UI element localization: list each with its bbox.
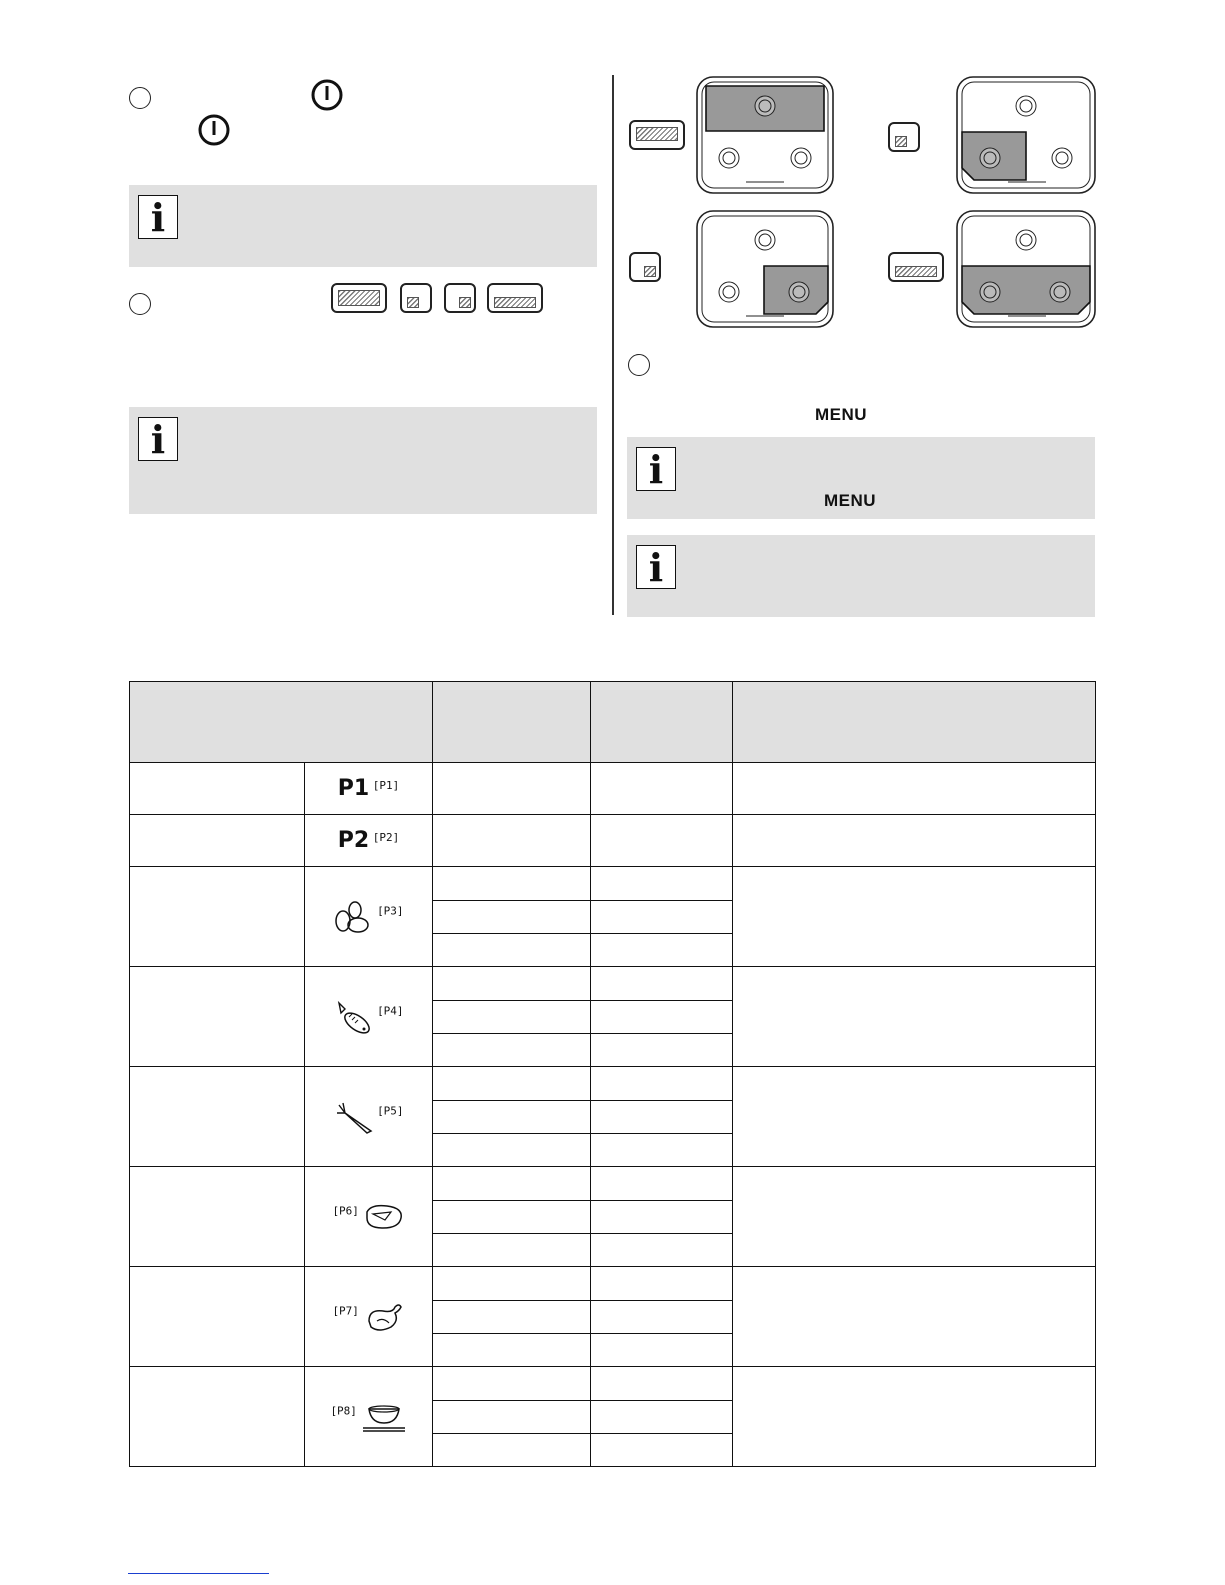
program-code-cell — [305, 967, 433, 1067]
table-cell — [433, 763, 591, 815]
table-cell — [433, 1267, 591, 1301]
table-cell — [433, 1067, 591, 1101]
table-cell — [591, 1134, 733, 1167]
table-cell — [433, 934, 591, 967]
table-cell — [130, 867, 305, 967]
program-label: [P2] — [372, 831, 400, 844]
zone-button-bottom — [888, 252, 944, 282]
program-label: [P8] — [330, 1403, 357, 1417]
table-header-row — [130, 682, 1096, 763]
program-label: [P1] — [372, 779, 400, 792]
program-code-cell — [305, 1167, 433, 1267]
zone-button-rear-small[interactable] — [400, 283, 432, 313]
table-cell — [733, 815, 1096, 867]
table-cell — [591, 1001, 733, 1034]
program-label: [P6] — [332, 1203, 359, 1217]
table-cell — [433, 1401, 591, 1434]
table-row — [130, 1367, 1096, 1401]
table-row — [130, 1267, 1096, 1301]
table-cell — [591, 967, 733, 1001]
table-cell — [591, 1201, 733, 1234]
table-cell — [130, 1067, 305, 1167]
table-cell — [433, 1434, 591, 1467]
zone-hatch — [895, 266, 937, 277]
power-icon — [310, 78, 344, 112]
info-note-2 — [129, 407, 597, 514]
table-cell — [733, 867, 1096, 967]
zone-hatch — [644, 266, 656, 277]
table-cell — [433, 1101, 591, 1134]
table-cell — [591, 1301, 733, 1334]
step-3-marker — [628, 354, 650, 376]
steak-icon — [363, 1202, 405, 1232]
table-row — [130, 815, 1096, 867]
program-code-cell — [305, 1267, 433, 1367]
table-cell — [433, 1334, 591, 1367]
table-cell — [130, 763, 305, 815]
table-row — [130, 1067, 1096, 1101]
eggs-icon — [333, 899, 373, 935]
bowl-icon — [361, 1399, 407, 1435]
power-icon — [197, 113, 231, 147]
table-cell — [591, 1401, 733, 1434]
table-cell — [591, 1434, 733, 1467]
zone-hatch — [407, 297, 419, 308]
table-cell — [591, 901, 733, 934]
program-label: [P4] — [377, 1003, 404, 1017]
program-label: [P7] — [332, 1303, 359, 1317]
table-row — [130, 967, 1096, 1001]
program-code-cell — [305, 763, 433, 815]
zone-button-front-small[interactable] — [444, 283, 476, 313]
info-icon: i — [636, 545, 676, 589]
program-label: [P5] — [377, 1103, 404, 1117]
table-header-cell — [733, 682, 1096, 763]
table-cell — [433, 867, 591, 901]
table-cell — [433, 1201, 591, 1234]
table-cell — [130, 967, 305, 1067]
table-header-cell — [433, 682, 591, 763]
zone-hatch — [895, 136, 907, 147]
step-2-marker — [129, 293, 151, 315]
table-cell — [130, 1167, 305, 1267]
table-row — [130, 763, 1096, 815]
zone-button-front-left-large[interactable] — [331, 283, 387, 313]
footer-link-underline[interactable] — [128, 1573, 269, 1574]
table-cell — [433, 1034, 591, 1067]
fish-icon — [333, 997, 373, 1037]
table-cell — [591, 934, 733, 967]
table-cell — [591, 1167, 733, 1201]
cavity-diagram-top-zone — [696, 76, 834, 194]
table-cell — [433, 967, 591, 1001]
table-cell — [433, 1134, 591, 1167]
table-cell — [591, 1234, 733, 1267]
zone-button-right-small — [629, 252, 661, 282]
info-note-3 — [627, 437, 1095, 519]
step-1-marker — [129, 87, 151, 109]
table-row — [130, 1167, 1096, 1201]
table-cell — [591, 1101, 733, 1134]
table-cell — [433, 1367, 591, 1401]
table-cell — [591, 763, 733, 815]
program-code-cell — [305, 1367, 433, 1467]
zone-hatch — [459, 297, 471, 308]
table-cell — [591, 815, 733, 867]
program-code-cell — [305, 815, 433, 867]
table-cell — [433, 901, 591, 934]
table-cell — [130, 1367, 305, 1467]
cavity-diagram-right-zone — [696, 210, 834, 328]
table-cell — [733, 763, 1096, 815]
menu-button-label: MENU — [815, 405, 868, 424]
table-cell — [433, 1301, 591, 1334]
info-note-4 — [627, 535, 1095, 617]
table-cell — [130, 815, 305, 867]
table-cell — [733, 967, 1096, 1067]
table-cell — [433, 1001, 591, 1034]
cavity-diagram-bottom-zone — [956, 210, 1096, 328]
table-cell — [733, 1267, 1096, 1367]
info-icon: i — [138, 195, 178, 239]
program-code: P1 — [337, 776, 370, 801]
column-divider — [612, 75, 614, 615]
zone-button-bottom-large[interactable] — [487, 283, 543, 313]
program-code-cell — [305, 867, 433, 967]
table-cell — [733, 1067, 1096, 1167]
carrot-icon — [333, 1099, 373, 1135]
program-table — [129, 681, 1096, 1467]
table-cell — [733, 1167, 1096, 1267]
zone-hatch — [636, 127, 678, 141]
table-cell — [433, 815, 591, 867]
info-note-1 — [129, 185, 597, 267]
menu-button-label: MENU — [824, 491, 877, 510]
table-cell — [591, 1267, 733, 1301]
program-code-cell — [305, 1067, 433, 1167]
table-header-cell — [591, 682, 733, 763]
table-row — [130, 867, 1096, 901]
table-cell — [591, 867, 733, 901]
zone-button-left-small — [888, 122, 920, 152]
info-icon: i — [138, 417, 178, 461]
program-label: [P3] — [377, 903, 404, 917]
zone-hatch — [338, 290, 380, 306]
table-cell — [130, 1267, 305, 1367]
cavity-diagram-left-zone — [956, 76, 1096, 194]
info-icon: i — [636, 447, 676, 491]
program-code: P2 — [337, 828, 370, 853]
table-cell — [591, 1067, 733, 1101]
table-cell — [591, 1367, 733, 1401]
table-cell — [433, 1167, 591, 1201]
table-cell — [591, 1334, 733, 1367]
table-cell — [433, 1234, 591, 1267]
zone-hatch — [494, 297, 536, 308]
table-header-cell — [130, 682, 433, 763]
table-cell — [733, 1367, 1096, 1467]
chicken-icon — [363, 1299, 405, 1335]
zone-button-top — [629, 120, 685, 150]
table-cell — [591, 1034, 733, 1067]
